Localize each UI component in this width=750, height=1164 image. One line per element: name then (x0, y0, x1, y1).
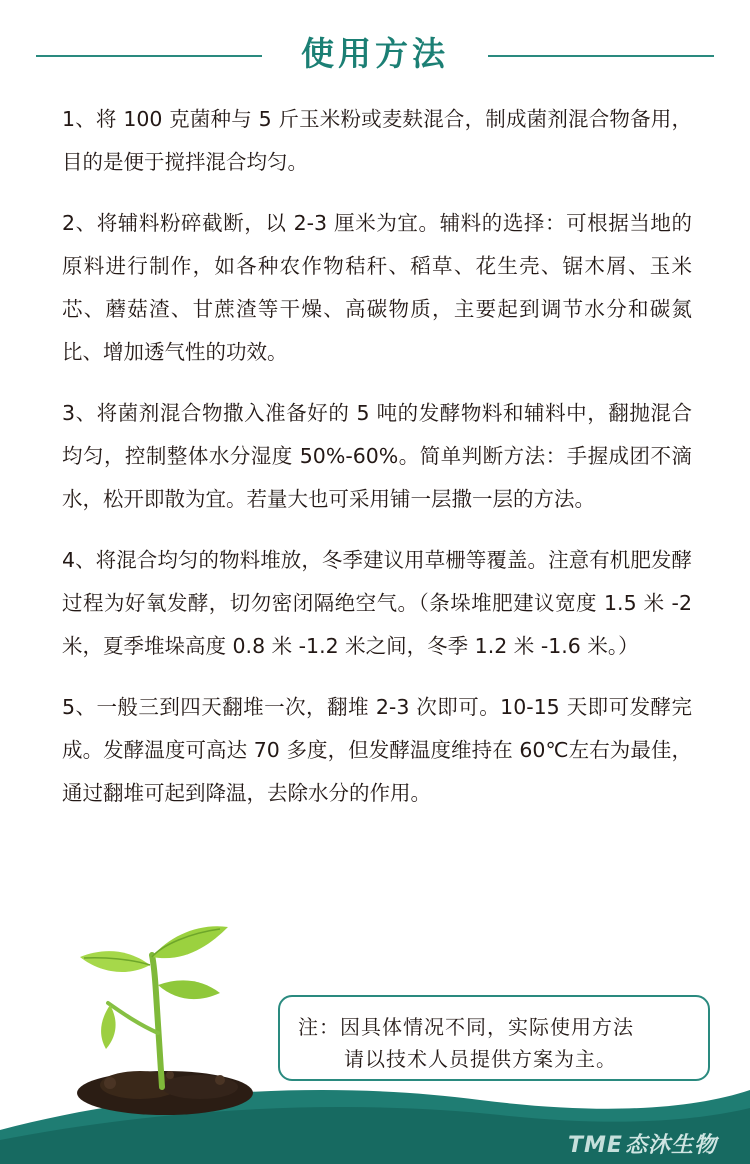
page-title: 使用方法 (301, 34, 449, 73)
instructions-list (62, 98, 692, 833)
step-5: 5、一般三到四天翻堆一次，翻堆 2-3 次即可。10-15 天即可发酵完成。发酵温度可高达 70 多度，但发酵温度维持在 60℃左右为最佳，通过翻堆可起到降温，去除水分的作用。 (62, 695, 692, 805)
title-divider-left (36, 55, 262, 57)
step-2: 2、将辅料粉碎截断，以 2-3 厘米为宜。辅料的选择：可根据当地的原料进行制作，如各种农作物秸秆、稻草、花生壳、锯木屑、玉米芯、蘑菇渣、甘蔗渣等干燥、高碳物质，主要起到调节水分和碳氮比、增加透气性的功效。 (62, 211, 692, 364)
seedling-icon (70, 915, 260, 1115)
title-divider-right (488, 55, 714, 57)
note-line-1: 注：因具体情况不同，实际使用方法 (298, 1015, 634, 1039)
brand-logo (568, 1128, 740, 1158)
note-box (278, 995, 710, 1081)
step-3: 3、将菌剂混合物撒入准备好的 5 吨的发酵物料和辅料中，翻抛混合均匀，控制整体水分湿度 50%-60%。简单判断方法：手握成团不滴水，松开即散为宜。若量大也可采用铺一层撒一层的方法。 (62, 401, 692, 511)
step-4: 4、将混合均匀的物料堆放，冬季建议用草栅等覆盖。注意有机肥发酵过程为好氧发酵，切勿密闭隔绝空气。（条垛堆肥建议宽度 1.5 米 -2 米，夏季堆垛高度 0.8 米 -1.2 米之间，冬季 1.2 米 -1.6 米。） (62, 548, 692, 658)
title-row (0, 18, 750, 88)
brand-mark: TME (568, 1133, 623, 1158)
note-line-2: 请以技术人员提供方案为主。 (344, 1047, 617, 1071)
step-1: 1、将 100 克菌种与 5 斤玉米粉或麦麸混合，制成菌剂混合物备用，目的是便于搅拌混合均匀。 (62, 107, 692, 174)
brand-name: 态沐生物 (624, 1133, 717, 1158)
